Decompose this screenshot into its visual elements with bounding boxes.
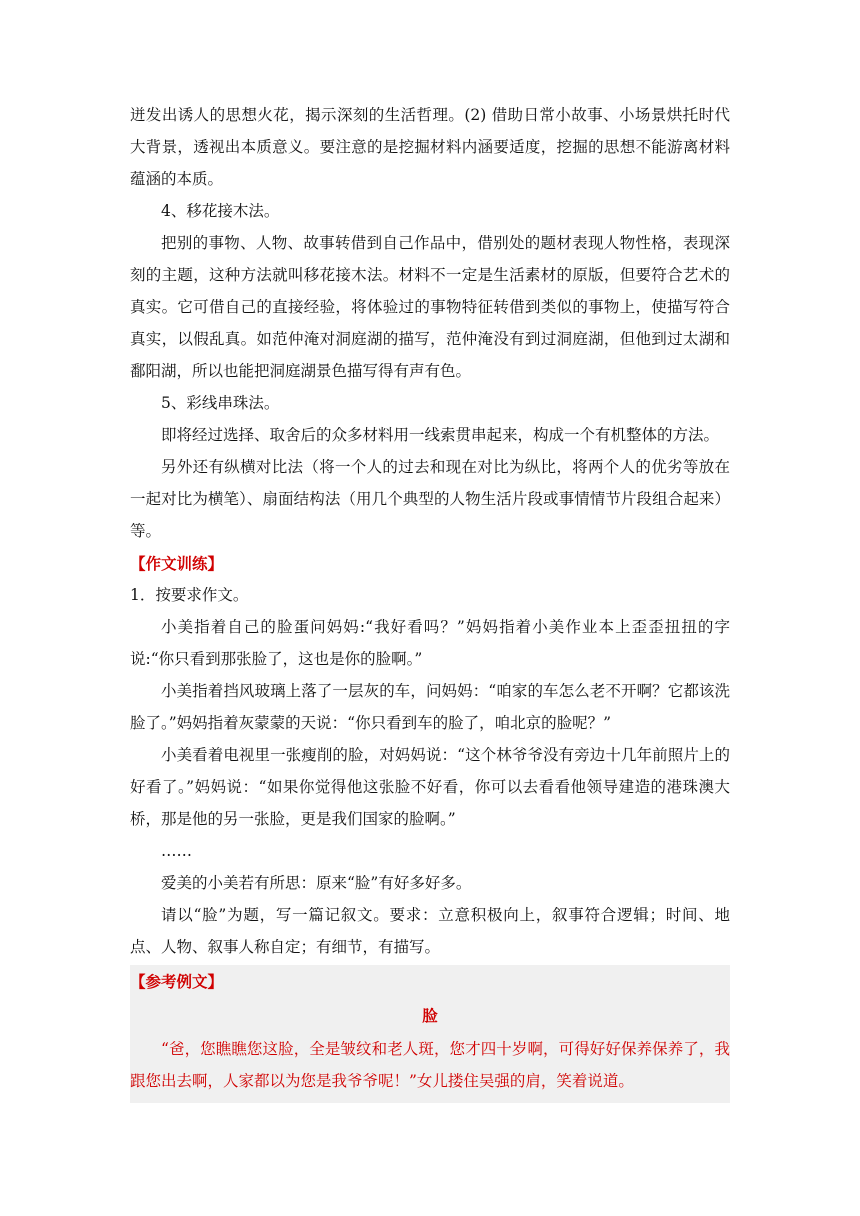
document-body: [130, 99, 730, 1103]
writing-prompt: 请以“脸”为题，写一篇记叙文。要求：立意积极向上，叙事符合逻辑；时间、地点、人物、叙事人称自定；有细节，有描写。: [130, 906, 730, 956]
material-ellipsis: ……: [161, 842, 192, 860]
essay-paragraph: “爸，您瞧瞧您这脸，全是皱纹和老人斑，您才四十岁啊，可得好好保养保养了，我跟您出去啊，人家都以为您是我爷爷呢！”女儿搂住吴强的肩，笑着说道。: [130, 1040, 730, 1090]
material-paragraph-3: 小美看着电视里一张瘦削的脸，对妈妈说：“这个林爷爷没有旁边十几年前照片上的好看了。”妈妈说：“如果你觉得他这张脸不好看，你可以去看看他领导建造的港珠澳大桥，那是他的另一张脸，更是我们国家的脸啊。”: [130, 746, 730, 828]
training-task: 1．按要求作文。: [130, 586, 249, 604]
material-paragraph-4: 爱美的小美若有所思：原来“脸”有好多好多。: [161, 874, 472, 892]
section-heading-5: 5、彩线串珠法。: [161, 394, 280, 412]
paragraph-other-methods: 另外还有纵横对比法（将一个人的过去和现在对比为纵比，将两个人的优劣等放在一起对比为横笔）、扇面结构法（用几个典型的人物生活片段或事情情节片段组合起来）等。: [130, 458, 730, 540]
material-paragraph-2: 小美指着挡风玻璃上落了一层灰的车，问妈妈：“咱家的车怎么老不开啊？它都该洗脸了。”妈妈指着灰蒙蒙的天说：“你只看到车的脸了，咱北京的脸呢？”: [130, 682, 730, 732]
reference-essay-box: [130, 965, 730, 1103]
essay-title: 脸: [422, 1006, 438, 1025]
paragraph-continuation: 迸发出诱人的思想火花，揭示深刻的生活哲理。(2) 借助日常小故事、小场景烘托时代大背景，透视出本质意义。要注意的是挖掘材料内涵要适度，挖掘的思想不能游离材料蕴涵的本质。: [130, 106, 730, 188]
training-heading: 【作文训练】: [130, 554, 224, 573]
material-paragraph-1: 小美指着自己的脸蛋问妈妈:“我好看吗？”妈妈指着小美作业本上歪歪扭扭的字说:“你只看到那张脸了，这也是你的脸啊。”: [130, 618, 730, 668]
reference-heading: 【参考例文】: [130, 972, 224, 991]
paragraph-method-4: 把别的事物、人物、故事转借到自己作品中，借别处的题材表现人物性格，表现深刻的主题，这种方法就叫移花接木法。材料不一定是生活素材的原版，但要符合艺术的真实。它可借自己的直接经验，将体验过的事物特征转借到类似的事物上，使描写符合真实，以假乱真。如范仲淹对洞庭湖的描写，范仲淹没有到过洞庭湖，但他到过太湖和鄱阳湖，所以也能把洞庭湖景色描写得有声有色。: [130, 234, 730, 380]
paragraph-method-5: 即将经过选择、取舍后的众多材料用一线索贯串起来，构成一个有机整体的方法。: [161, 426, 720, 444]
section-heading-4: 4、移花接木法。: [161, 202, 280, 220]
